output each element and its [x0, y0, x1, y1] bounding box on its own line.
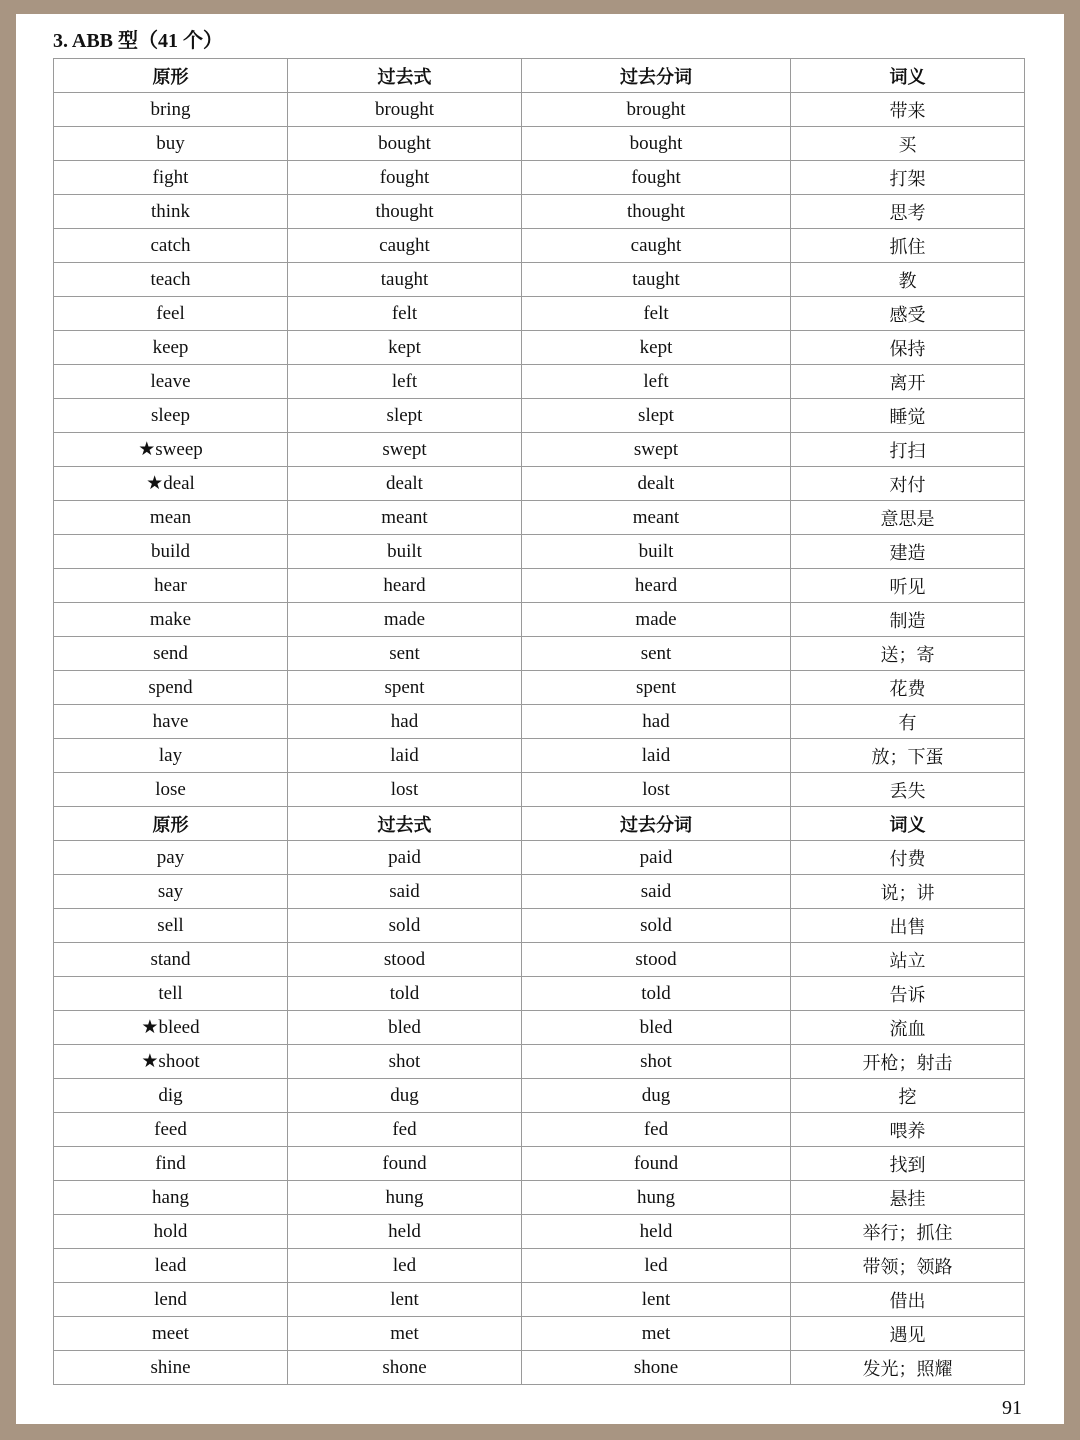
cell-base-form: find — [54, 1147, 288, 1181]
cell-meaning: 听见 — [791, 569, 1025, 603]
cell-meaning: 出售 — [791, 909, 1025, 943]
verb-table — [53, 58, 1025, 1385]
cell-base-form: sleep — [54, 399, 288, 433]
cell-past-participle: slept — [522, 399, 791, 433]
cell-past-tense: sent — [288, 637, 522, 671]
cell-meaning: 制造 — [791, 603, 1025, 637]
cell-meaning: 说；讲 — [791, 875, 1025, 909]
cell-meaning: 挖 — [791, 1079, 1025, 1113]
table-row — [54, 195, 1025, 229]
cell-past-participle: felt — [522, 297, 791, 331]
cell-meaning: 喂养 — [791, 1113, 1025, 1147]
cell-past-participle: held — [522, 1215, 791, 1249]
cell-past-participle: taught — [522, 263, 791, 297]
table-row — [54, 127, 1025, 161]
cell-past-tense: slept — [288, 399, 522, 433]
cell-meaning: 离开 — [791, 365, 1025, 399]
cell-meaning: 睡觉 — [791, 399, 1025, 433]
table-row — [54, 229, 1025, 263]
cell-past-participle: spent — [522, 671, 791, 705]
cell-past-tense: caught — [288, 229, 522, 263]
cell-past-tense: paid — [288, 841, 522, 875]
cell-base-form: send — [54, 637, 288, 671]
cell-past-participle: kept — [522, 331, 791, 365]
cell-past-participle: said — [522, 875, 791, 909]
cell-past-tense: swept — [288, 433, 522, 467]
table-row — [54, 1181, 1025, 1215]
table-row — [54, 399, 1025, 433]
table-row — [54, 739, 1025, 773]
table-row — [54, 1011, 1025, 1045]
cell-base-form: have — [54, 705, 288, 739]
cell-base-form: shine — [54, 1351, 288, 1385]
verb-table-body — [54, 59, 1025, 1385]
cell-meaning: 打扫 — [791, 433, 1025, 467]
header-row — [54, 807, 1025, 841]
cell-meaning: 开枪；射击 — [791, 1045, 1025, 1079]
cell-meaning: 意思是 — [791, 501, 1025, 535]
header-base-form: 原形 — [54, 59, 288, 93]
cell-base-form: spend — [54, 671, 288, 705]
cell-meaning: 买 — [791, 127, 1025, 161]
table-row — [54, 875, 1025, 909]
table-row — [54, 433, 1025, 467]
cell-past-participle: told — [522, 977, 791, 1011]
cell-meaning: 站立 — [791, 943, 1025, 977]
table-row — [54, 1249, 1025, 1283]
cell-base-form: buy — [54, 127, 288, 161]
cell-past-participle: fought — [522, 161, 791, 195]
cell-base-form: say — [54, 875, 288, 909]
table-row — [54, 841, 1025, 875]
table-row — [54, 909, 1025, 943]
table-row — [54, 671, 1025, 705]
cell-past-participle: stood — [522, 943, 791, 977]
cell-past-participle: fed — [522, 1113, 791, 1147]
cell-base-form: build — [54, 535, 288, 569]
table-row — [54, 263, 1025, 297]
cell-past-tense: bled — [288, 1011, 522, 1045]
table-row — [54, 637, 1025, 671]
header-meaning: 词义 — [791, 807, 1025, 841]
cell-past-tense: made — [288, 603, 522, 637]
table-row — [54, 1351, 1025, 1385]
header-past-tense: 过去式 — [288, 59, 522, 93]
table-row — [54, 467, 1025, 501]
cell-meaning: 流血 — [791, 1011, 1025, 1045]
cell-past-tense: held — [288, 1215, 522, 1249]
cell-past-tense: met — [288, 1317, 522, 1351]
cell-base-form: tell — [54, 977, 288, 1011]
table-row — [54, 161, 1025, 195]
table-row — [54, 1317, 1025, 1351]
cell-meaning: 感受 — [791, 297, 1025, 331]
header-base-form: 原形 — [54, 807, 288, 841]
table-row — [54, 365, 1025, 399]
document-page — [16, 14, 1064, 1424]
cell-past-tense: heard — [288, 569, 522, 603]
cell-past-participle: had — [522, 705, 791, 739]
cell-meaning: 保持 — [791, 331, 1025, 365]
cell-past-tense: shone — [288, 1351, 522, 1385]
cell-meaning: 思考 — [791, 195, 1025, 229]
header-meaning: 词义 — [791, 59, 1025, 93]
cell-past-tense: dealt — [288, 467, 522, 501]
cell-past-tense: lent — [288, 1283, 522, 1317]
cell-meaning: 教 — [791, 263, 1025, 297]
cell-meaning: 有 — [791, 705, 1025, 739]
cell-base-form: ★bleed — [54, 1011, 288, 1045]
cell-base-form: dig — [54, 1079, 288, 1113]
cell-past-tense: said — [288, 875, 522, 909]
cell-base-form: ★sweep — [54, 433, 288, 467]
cell-past-participle: built — [522, 535, 791, 569]
cell-base-form: fight — [54, 161, 288, 195]
cell-past-tense: hung — [288, 1181, 522, 1215]
cell-base-form: think — [54, 195, 288, 229]
cell-past-participle: left — [522, 365, 791, 399]
cell-past-tense: felt — [288, 297, 522, 331]
cell-past-tense: stood — [288, 943, 522, 977]
cell-past-tense: had — [288, 705, 522, 739]
cell-base-form: feel — [54, 297, 288, 331]
table-row — [54, 501, 1025, 535]
table-row — [54, 977, 1025, 1011]
table-row — [54, 569, 1025, 603]
cell-past-tense: found — [288, 1147, 522, 1181]
cell-meaning: 对付 — [791, 467, 1025, 501]
cell-base-form: leave — [54, 365, 288, 399]
cell-past-tense: told — [288, 977, 522, 1011]
cell-base-form: keep — [54, 331, 288, 365]
cell-meaning: 发光；照耀 — [791, 1351, 1025, 1385]
cell-past-tense: built — [288, 535, 522, 569]
cell-past-tense: kept — [288, 331, 522, 365]
cell-base-form: ★deal — [54, 467, 288, 501]
cell-past-tense: brought — [288, 93, 522, 127]
header-past-participle: 过去分词 — [522, 807, 791, 841]
cell-base-form: feed — [54, 1113, 288, 1147]
cell-base-form: hold — [54, 1215, 288, 1249]
cell-past-participle: brought — [522, 93, 791, 127]
cell-base-form: bring — [54, 93, 288, 127]
cell-past-tense: taught — [288, 263, 522, 297]
cell-base-form: teach — [54, 263, 288, 297]
cell-past-participle: lost — [522, 773, 791, 807]
cell-base-form: mean — [54, 501, 288, 535]
cell-past-participle: lent — [522, 1283, 791, 1317]
cell-meaning: 带来 — [791, 93, 1025, 127]
cell-base-form: lose — [54, 773, 288, 807]
cell-past-tense: fought — [288, 161, 522, 195]
cell-base-form: hang — [54, 1181, 288, 1215]
cell-past-participle: hung — [522, 1181, 791, 1215]
cell-base-form: sell — [54, 909, 288, 943]
cell-base-form: meet — [54, 1317, 288, 1351]
cell-base-form: lend — [54, 1283, 288, 1317]
cell-past-tense: led — [288, 1249, 522, 1283]
cell-meaning: 借出 — [791, 1283, 1025, 1317]
cell-meaning: 举行；抓住 — [791, 1215, 1025, 1249]
cell-past-participle: laid — [522, 739, 791, 773]
header-past-participle: 过去分词 — [522, 59, 791, 93]
table-row — [54, 1147, 1025, 1181]
table-row — [54, 297, 1025, 331]
cell-meaning: 遇见 — [791, 1317, 1025, 1351]
cell-past-participle: bled — [522, 1011, 791, 1045]
header-past-tense: 过去式 — [288, 807, 522, 841]
cell-base-form: ★shoot — [54, 1045, 288, 1079]
cell-past-participle: dug — [522, 1079, 791, 1113]
cell-past-tense: sold — [288, 909, 522, 943]
cell-meaning: 告诉 — [791, 977, 1025, 1011]
cell-past-participle: caught — [522, 229, 791, 263]
table-row — [54, 1079, 1025, 1113]
cell-meaning: 找到 — [791, 1147, 1025, 1181]
cell-base-form: lay — [54, 739, 288, 773]
cell-base-form: stand — [54, 943, 288, 977]
cell-past-tense: dug — [288, 1079, 522, 1113]
cell-past-tense: thought — [288, 195, 522, 229]
page-number: 91 — [1002, 1397, 1022, 1419]
table-row — [54, 1113, 1025, 1147]
cell-meaning: 付费 — [791, 841, 1025, 875]
cell-past-participle: heard — [522, 569, 791, 603]
cell-past-participle: swept — [522, 433, 791, 467]
table-row — [54, 705, 1025, 739]
cell-past-participle: made — [522, 603, 791, 637]
table-row — [54, 943, 1025, 977]
table-row — [54, 331, 1025, 365]
cell-past-tense: spent — [288, 671, 522, 705]
cell-past-tense: left — [288, 365, 522, 399]
header-row — [54, 59, 1025, 93]
section-title: 3. ABB 型（41 个） — [53, 30, 224, 52]
cell-past-participle: shot — [522, 1045, 791, 1079]
cell-meaning: 悬挂 — [791, 1181, 1025, 1215]
cell-past-participle: found — [522, 1147, 791, 1181]
cell-past-participle: bought — [522, 127, 791, 161]
table-row — [54, 603, 1025, 637]
cell-past-participle: thought — [522, 195, 791, 229]
table-row — [54, 773, 1025, 807]
cell-meaning: 花费 — [791, 671, 1025, 705]
table-row — [54, 1045, 1025, 1079]
table-row — [54, 93, 1025, 127]
cell-meaning: 送；寄 — [791, 637, 1025, 671]
cell-base-form: lead — [54, 1249, 288, 1283]
cell-past-participle: led — [522, 1249, 791, 1283]
cell-meaning: 放；下蛋 — [791, 739, 1025, 773]
cell-past-participle: met — [522, 1317, 791, 1351]
cell-base-form: pay — [54, 841, 288, 875]
cell-base-form: catch — [54, 229, 288, 263]
cell-past-participle: dealt — [522, 467, 791, 501]
cell-meaning: 建造 — [791, 535, 1025, 569]
table-row — [54, 535, 1025, 569]
cell-base-form: make — [54, 603, 288, 637]
cell-past-participle: sent — [522, 637, 791, 671]
cell-past-tense: lost — [288, 773, 522, 807]
cell-past-tense: fed — [288, 1113, 522, 1147]
cell-past-participle: sold — [522, 909, 791, 943]
cell-past-participle: paid — [522, 841, 791, 875]
cell-past-participle: shone — [522, 1351, 791, 1385]
cell-base-form: hear — [54, 569, 288, 603]
cell-past-tense: bought — [288, 127, 522, 161]
cell-past-tense: shot — [288, 1045, 522, 1079]
table-row — [54, 1283, 1025, 1317]
cell-past-participle: meant — [522, 501, 791, 535]
cell-past-tense: laid — [288, 739, 522, 773]
cell-meaning: 丢失 — [791, 773, 1025, 807]
cell-meaning: 抓住 — [791, 229, 1025, 263]
cell-past-tense: meant — [288, 501, 522, 535]
cell-meaning: 带领；领路 — [791, 1249, 1025, 1283]
cell-meaning: 打架 — [791, 161, 1025, 195]
table-row — [54, 1215, 1025, 1249]
